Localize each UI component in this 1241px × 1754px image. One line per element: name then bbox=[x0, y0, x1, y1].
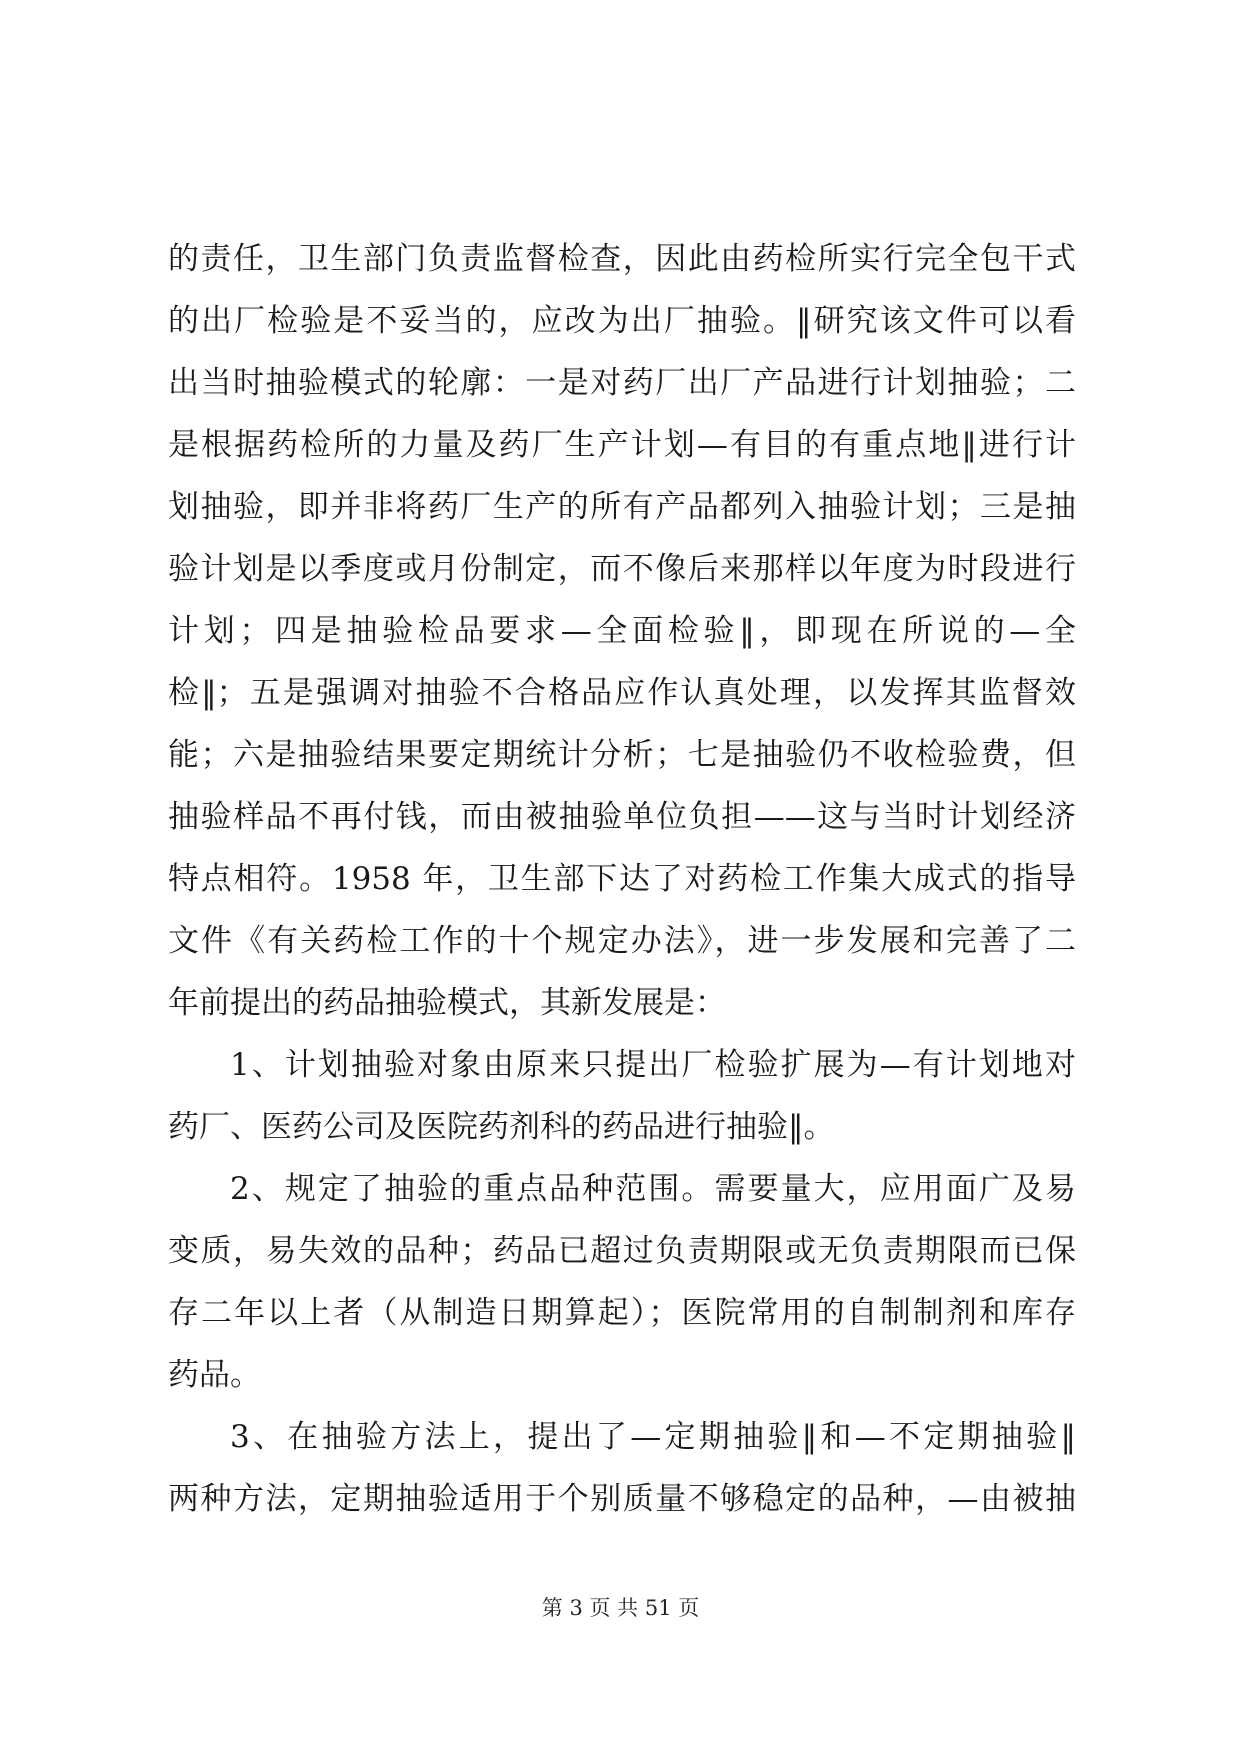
page-number-footer: 第 3 页 共 51 页 bbox=[541, 1596, 700, 1620]
body-text-line: 抽验样品不再付钱，而由被抽验单位负担——这与当时计划经济 bbox=[168, 799, 1076, 835]
document-body bbox=[168, 228, 1076, 1530]
body-text-line: 的责任，卫生部门负责监督检查，因此由药检所实行完全包干式 bbox=[168, 241, 1076, 277]
body-text-line: 存二年以上者（从制造日期算起）；医院常用的自制制剂和库存 bbox=[168, 1295, 1076, 1331]
body-text-line: 3、在抽验方法上，提出了—定期抽验‖和—不定期抽验‖ bbox=[230, 1419, 1076, 1455]
body-text-line: 出当时抽验模式的轮廓：一是对药厂出厂产品进行计划抽验；二 bbox=[168, 365, 1076, 401]
body-text-line: 年前提出的药品抽验模式，其新发展是： bbox=[168, 985, 726, 1021]
body-text-line: 划抽验，即并非将药厂生产的所有产品都列入抽验计划；三是抽 bbox=[168, 489, 1076, 525]
body-text-line: 特点相符。1958 年，卫生部下达了对药检工作集大成式的指导 bbox=[168, 861, 1076, 897]
body-text-line: 1、计划抽验对象由原来只提出厂检验扩展为—有计划地对 bbox=[230, 1047, 1076, 1083]
body-text-line: 药厂、医药公司及医院药剂科的药品进行抽验‖。 bbox=[168, 1109, 835, 1145]
body-text-line: 药品。 bbox=[168, 1357, 261, 1393]
body-text-line: 计划；四是抽验检品要求—全面检验‖，即现在所说的—全 bbox=[168, 613, 1076, 649]
body-text-line: 是根据药检所的力量及药厂生产计划—有目的有重点地‖进行计 bbox=[168, 427, 1076, 463]
body-text-line: 验计划是以季度或月份制定，而不像后来那样以年度为时段进行 bbox=[168, 551, 1076, 587]
body-text-line: 两种方法，定期抽验适用于个别质量不够稳定的品种，—由被抽 bbox=[168, 1481, 1076, 1517]
body-text-line: 的出厂检验是不妥当的，应改为出厂抽验。‖研究该文件可以看 bbox=[168, 303, 1076, 339]
body-text-line: 检‖；五是强调对抽验不合格品应作认真处理，以发挥其监督效 bbox=[168, 675, 1076, 711]
body-text-line: 变质，易失效的品种；药品已超过负责期限或无负责期限而已保 bbox=[168, 1233, 1076, 1269]
body-text-line: 能；六是抽验结果要定期统计分析；七是抽验仍不收检验费，但 bbox=[168, 737, 1076, 773]
body-text-line: 2、规定了抽验的重点品种范围。需要量大，应用面广及易 bbox=[230, 1171, 1076, 1207]
body-text-line: 文件《有关药检工作的十个规定办法》，进一步发展和完善了二 bbox=[168, 923, 1076, 959]
